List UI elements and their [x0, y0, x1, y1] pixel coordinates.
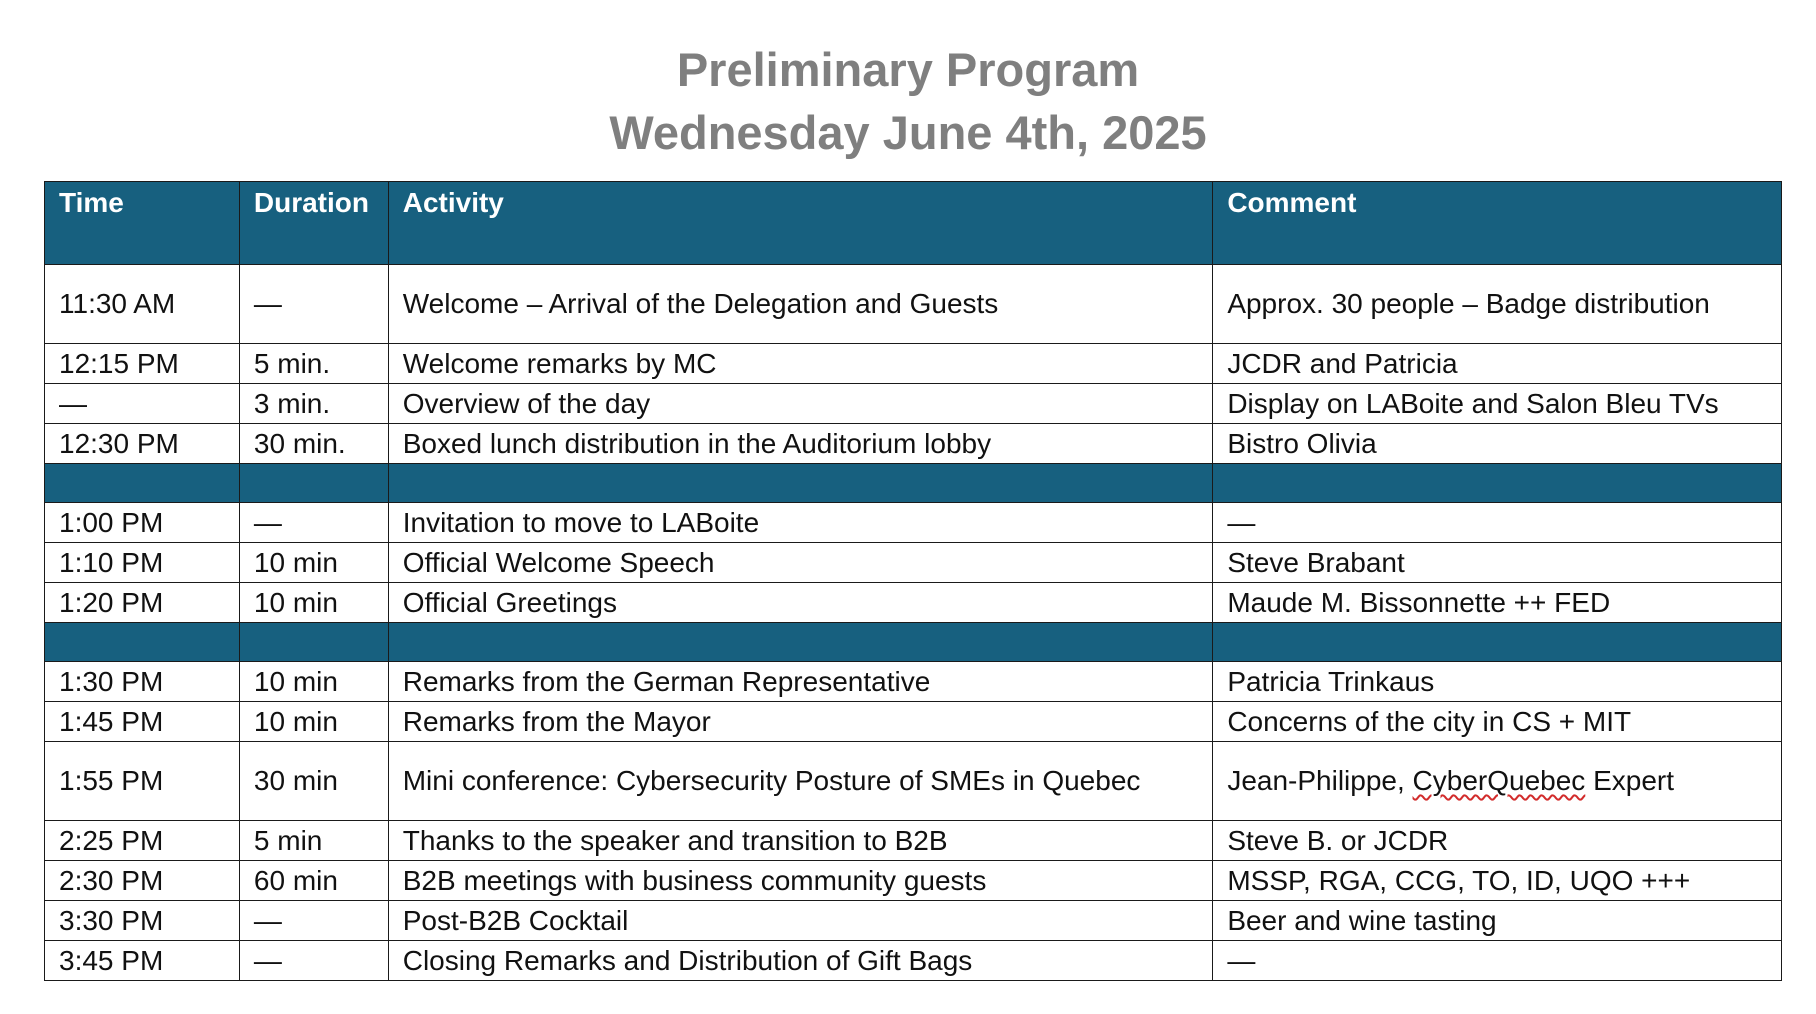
- cell-duration: 5 min: [239, 821, 388, 861]
- cell-duration: —: [239, 503, 388, 543]
- header-comment: Comment: [1213, 182, 1782, 265]
- table-row: [45, 424, 1782, 464]
- cell-time: 2:25 PM: [45, 821, 240, 861]
- header-duration: Duration: [239, 182, 388, 265]
- cell-activity: Official Welcome Speech: [388, 543, 1213, 583]
- cell-activity: Closing Remarks and Distribution of Gift Bags: [388, 941, 1213, 981]
- cell-duration: 30 min: [239, 742, 388, 821]
- separator-cell: [1213, 623, 1782, 662]
- table-row: [45, 503, 1782, 543]
- table-row: [45, 861, 1782, 901]
- table-row: [45, 941, 1782, 981]
- table-row: [45, 583, 1782, 623]
- cell-comment: Maude M. Bissonnette ++ FED: [1213, 583, 1782, 623]
- cell-duration: 3 min.: [239, 384, 388, 424]
- cell-duration: —: [239, 265, 388, 344]
- cell-comment: Steve Brabant: [1213, 543, 1782, 583]
- table-row: [45, 384, 1782, 424]
- table-row: [45, 344, 1782, 384]
- page-title: [0, 38, 1816, 164]
- cell-comment: —: [1213, 941, 1782, 981]
- cell-comment: Steve B. or JCDR: [1213, 821, 1782, 861]
- table-row: [45, 702, 1782, 742]
- separator-cell: [388, 464, 1213, 503]
- cell-activity: Boxed lunch distribution in the Auditorium lobby: [388, 424, 1213, 464]
- table-row: [45, 821, 1782, 861]
- cell-duration: 10 min: [239, 702, 388, 742]
- table-row: [45, 662, 1782, 702]
- cell-duration: 5 min.: [239, 344, 388, 384]
- title-line-1: Preliminary Program: [676, 43, 1140, 96]
- separator-cell: [45, 623, 240, 662]
- title-line-2: Wednesday June 4th, 2025: [609, 106, 1207, 159]
- cell-activity: Welcome remarks by MC: [388, 344, 1213, 384]
- table-row: [45, 543, 1782, 583]
- cell-comment: Approx. 30 people – Badge distribution: [1213, 265, 1782, 344]
- cell-comment: Concerns of the city in CS + MIT: [1213, 702, 1782, 742]
- header-activity: Activity: [388, 182, 1213, 265]
- cell-comment: Bistro Olivia: [1213, 424, 1782, 464]
- table-row: [45, 265, 1782, 344]
- cell-activity: Remarks from the German Representative: [388, 662, 1213, 702]
- comment-suffix: Expert: [1585, 765, 1675, 796]
- cell-duration: —: [239, 901, 388, 941]
- cell-time: 3:45 PM: [45, 941, 240, 981]
- cell-duration: 10 min: [239, 543, 388, 583]
- cell-comment: [1213, 742, 1782, 821]
- cell-duration: 10 min: [239, 662, 388, 702]
- cell-time: 1:30 PM: [45, 662, 240, 702]
- cell-time: 1:10 PM: [45, 543, 240, 583]
- table-row: [45, 901, 1782, 941]
- separator-cell: [1213, 464, 1782, 503]
- separator-row: [45, 623, 1782, 662]
- cell-activity: Overview of the day: [388, 384, 1213, 424]
- cell-activity: Official Greetings: [388, 583, 1213, 623]
- separator-cell: [45, 464, 240, 503]
- cell-time: 12:15 PM: [45, 344, 240, 384]
- cell-time: 1:00 PM: [45, 503, 240, 543]
- cell-activity: Remarks from the Mayor: [388, 702, 1213, 742]
- cell-activity: Invitation to move to LABoite: [388, 503, 1213, 543]
- cell-time: 1:20 PM: [45, 583, 240, 623]
- comment-prefix: Jean-Philippe,: [1227, 765, 1413, 796]
- cell-activity: Mini conference: Cybersecurity Posture of SMEs in Quebec: [388, 742, 1213, 821]
- cell-comment: JCDR and Patricia: [1213, 344, 1782, 384]
- cell-duration: 30 min.: [239, 424, 388, 464]
- cell-comment: —: [1213, 503, 1782, 543]
- separator-row: [45, 464, 1782, 503]
- table-row: [45, 742, 1782, 821]
- cell-comment: Display on LABoite and Salon Bleu TVs: [1213, 384, 1782, 424]
- cell-activity: Thanks to the speaker and transition to B2B: [388, 821, 1213, 861]
- separator-cell: [239, 464, 388, 503]
- cell-activity: B2B meetings with business community guests: [388, 861, 1213, 901]
- cell-comment: Beer and wine tasting: [1213, 901, 1782, 941]
- cell-time: —: [45, 384, 240, 424]
- cell-time: 11:30 AM: [45, 265, 240, 344]
- cell-duration: —: [239, 941, 388, 981]
- cell-activity: Welcome – Arrival of the Delegation and Guests: [388, 265, 1213, 344]
- cell-time: 1:55 PM: [45, 742, 240, 821]
- cell-time: 2:30 PM: [45, 861, 240, 901]
- cell-duration: 60 min: [239, 861, 388, 901]
- program-table: [44, 181, 1782, 981]
- header-time: Time: [45, 182, 240, 265]
- cell-time: 1:45 PM: [45, 702, 240, 742]
- spellcheck-flagged-word[interactable]: CyberQuebec: [1412, 765, 1586, 796]
- header-row: [45, 182, 1782, 265]
- cell-duration: 10 min: [239, 583, 388, 623]
- separator-cell: [239, 623, 388, 662]
- cell-comment: MSSP, RGA, CCG, TO, ID, UQO +++: [1213, 861, 1782, 901]
- cell-time: 12:30 PM: [45, 424, 240, 464]
- separator-cell: [388, 623, 1213, 662]
- cell-time: 3:30 PM: [45, 901, 240, 941]
- cell-comment: Patricia Trinkaus: [1213, 662, 1782, 702]
- cell-activity: Post-B2B Cocktail: [388, 901, 1213, 941]
